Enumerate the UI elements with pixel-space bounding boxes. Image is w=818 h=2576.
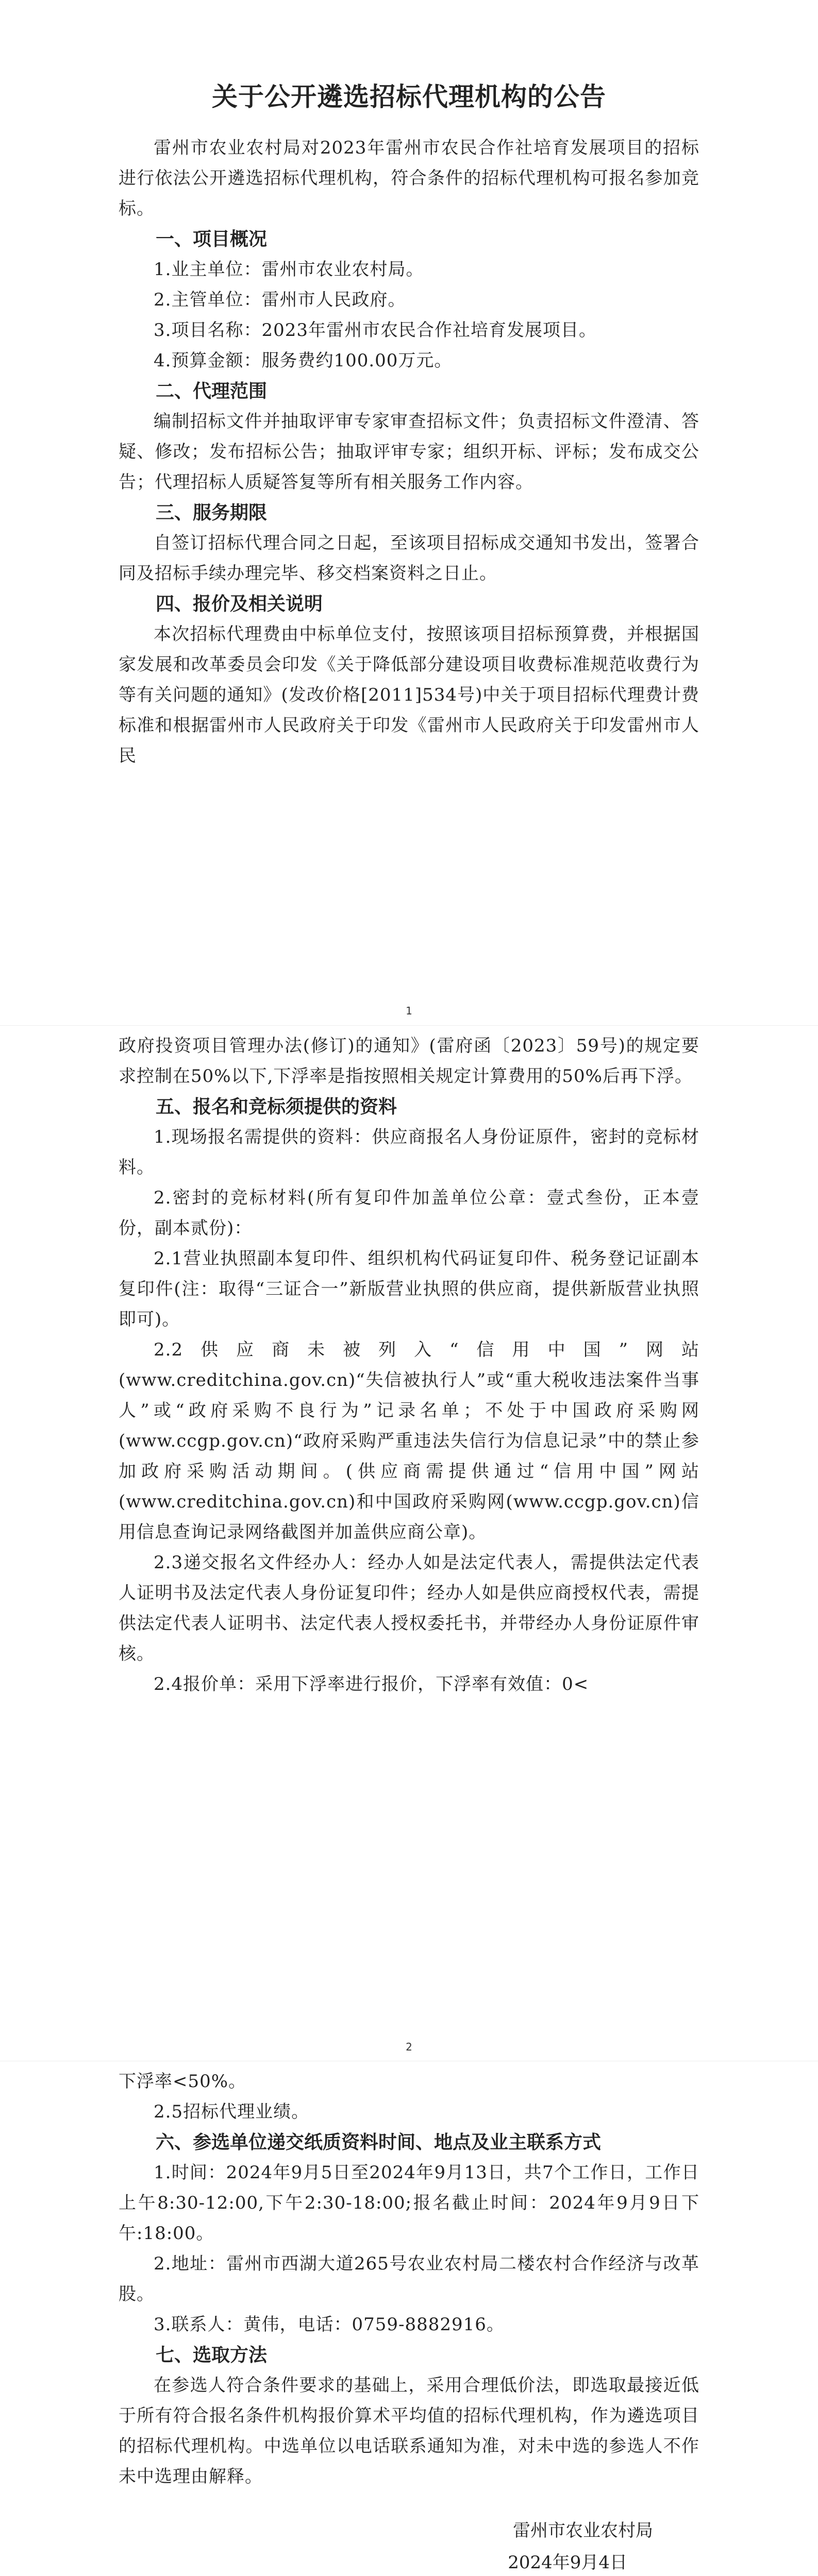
page-1 bbox=[0, 0, 818, 1025]
section-4-text-part-1: 本次招标代理费由中标单位支付，按照该项目招标预算费，并根据国家发展和改革委员会印发《关于降低部分建设项目收费标准规范收费行为等有关问题的通知》(发改价格[2011]534号)中关于项目招标代理费计费标准和根据雷州市人民政府关于印发《雷州市人民政府关于印发雷州市人民 bbox=[119, 624, 699, 766]
s6-paragraph: 2.地址：雷州市西湖大道265号农业农村局二楼农村合作经济与改革股。 bbox=[119, 2253, 699, 2304]
s1-item: 3.项目名称：2023年雷州市农民合作社培育发展项目。 bbox=[154, 320, 597, 341]
signature-organization: 雷州市农业农村局 bbox=[513, 2520, 653, 2541]
s1-item: 4.预算金额：服务费约100.00万元。 bbox=[154, 350, 453, 371]
section-4-text-part-2: 政府投资项目管理办法(修订)的通知》(雷府函〔2023〕59号)的规定要求控制在50%以下,下浮率是指按照相关规定计算费用的50%后再下浮。 bbox=[119, 1036, 699, 1087]
section-6-heading: 六、参选单位递交纸质资料时间、地点及业主联系方式 bbox=[156, 2132, 602, 2153]
s5-paragraph: 1.现场报名需提供的资料：供应商报名人身份证原件，密封的竞标材料。 bbox=[119, 1127, 699, 1178]
s5-paragraph: 2.5招标代理业绩。 bbox=[154, 2102, 310, 2122]
section-4-heading: 四、报价及相关说明 bbox=[156, 594, 323, 615]
s5-paragraph: 2.1营业执照副本复印件、组织机构代码证复印件、税务登记证副本复印件(注：取得“三证合一”新版营业执照的供应商，提供新版营业执照即可)。 bbox=[119, 1248, 699, 1330]
page-3 bbox=[0, 2061, 818, 2576]
page-2 bbox=[0, 1025, 818, 2061]
signature-date: 2024年9月4日 bbox=[508, 2552, 627, 2573]
s6-paragraph: 1.时间：2024年9月5日至2024年9月13日，共7个工作日，工作日上午8:30-12:00,下午2:30-18:00;报名截止时间：2024年9月9日下午:18:00。 bbox=[119, 2162, 699, 2244]
s5-paragraph: 2.密封的竞标材料(所有复印件加盖单位公章：壹式叁份，正本壹份，副本贰份)： bbox=[119, 1188, 699, 1239]
section-3-heading: 三、服务期限 bbox=[156, 502, 268, 523]
section-3-text: 自签订招标代理合同之日起，至该项目招标成交通知书发出，签署合同及招标手续办理完毕、移交档案资料之日止。 bbox=[119, 533, 699, 584]
s5-paragraph: 2.3递交报名文件经办人：经办人如是法定代表人，需提供法定代表人证明书及法定代表人身份证复印件；经办人如是供应商授权代表，需提供法定代表人证明书、法定代表人授权委托书，并带经办人身份证原件审核。 bbox=[119, 1552, 699, 1664]
s5-paragraph: 2.4报价单：采用下浮率进行报价，下浮率有效值：0< bbox=[154, 1674, 589, 1694]
section-7-heading: 七、选取方法 bbox=[156, 2345, 268, 2366]
section-2-text: 编制招标文件并抽取评审专家审查招标文件；负责招标文件澄清、答疑、修改；发布招标公告；抽取评审专家；组织开标、评标；发布成交公告；代理招标人质疑答复等所有相关服务工作内容。 bbox=[119, 411, 699, 493]
section-5-heading: 五、报名和竞标须提供的资料 bbox=[156, 1096, 397, 1117]
s5-paragraph: 2.2供应商未被列入“信用中国”网站(www.creditchina.gov.cn)“失信被执行人”或“重大税收违法案件当事人”或“政府采购不良行为”记录名单；不处于中国政府采购网(www.ccgp.gov.cn)“政府采购严重违法失信行为信息记录”中的禁止参加政府采购活动期间。(供应商需提供通过“信用中国”网站(www.creditchina.gov.cn)和中国政府采购网(www.ccgp.gov.cn)信用信息查询记录网络截图并加盖供应商公章)。 bbox=[119, 1340, 699, 1543]
document-title: 关于公开遴选招标代理机构的公告 bbox=[212, 82, 606, 112]
section-1-heading: 一、项目概况 bbox=[156, 229, 268, 250]
page-1-content bbox=[119, 76, 699, 771]
page-number: 1 bbox=[406, 1005, 412, 1017]
s5-paragraph-continued: 下浮率<50%。 bbox=[119, 2071, 247, 2092]
page-3-content bbox=[119, 2066, 699, 2576]
s1-item: 1.业主单位：雷州市农业农村局。 bbox=[154, 259, 424, 280]
section-7-text: 在参选人符合条件要求的基础上，采用合理低价法，即选取最接近低于所有符合报名条件机构报价算术平均值的招标代理机构，作为遴选项目的招标代理机构。中选单位以电话联系通知为准，对未中选的参选人不作未中选理由解释。 bbox=[119, 2375, 699, 2487]
section-2-heading: 二、代理范围 bbox=[156, 381, 268, 402]
page-2-content bbox=[119, 1031, 699, 1700]
intro-paragraph: 雷州市农业农村局对2023年雷州市农民合作社培育发展项目的招标进行依法公开遴选招标代理机构，符合条件的招标代理机构可报名参加竞标。 bbox=[119, 138, 699, 219]
s6-paragraph: 3.联系人：黄伟，电话：0759-8882916。 bbox=[154, 2314, 505, 2335]
page-number: 2 bbox=[406, 2041, 412, 2053]
s1-item: 2.主管单位：雷州市人民政府。 bbox=[154, 290, 406, 310]
